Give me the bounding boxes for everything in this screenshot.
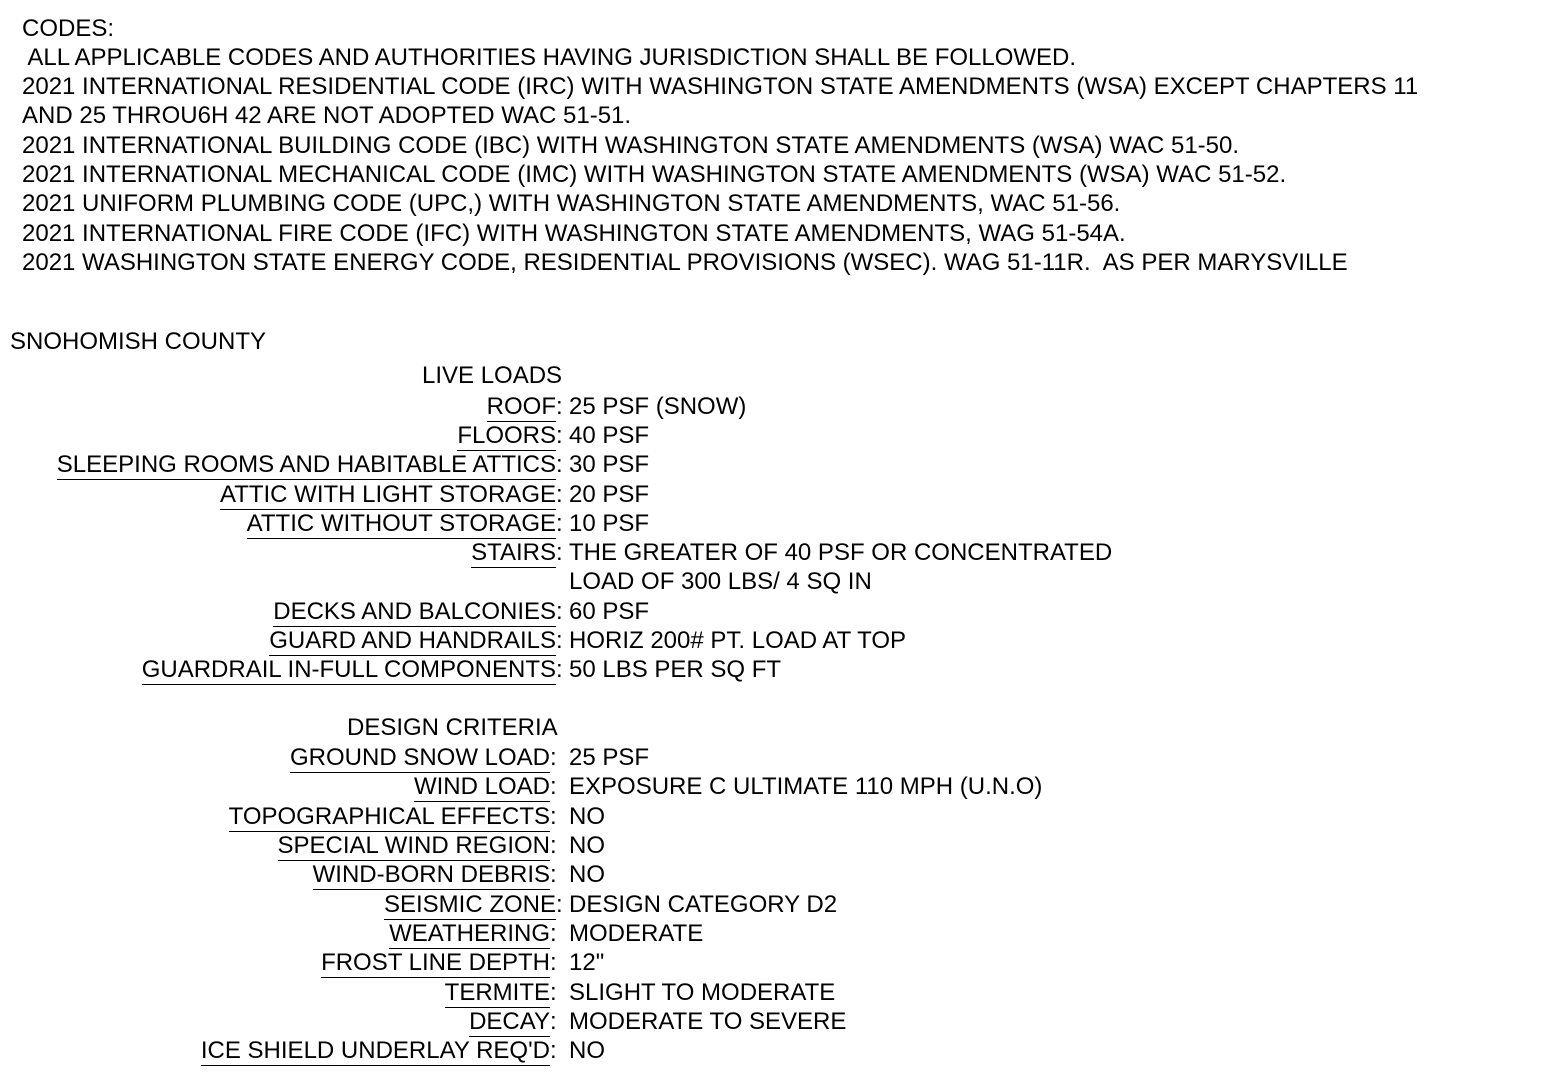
county-heading: SNOHOMISH COUNTY — [10, 328, 267, 355]
live-load-row: DECKS AND BALCONIES : 60 PSF — [273, 598, 650, 625]
design-criteria-value: NO — [569, 861, 605, 888]
design-criteria-row: WIND LOAD : EXPOSURE C ULTIMATE 110 MPH (U.N.O) — [413, 773, 1043, 800]
design-criteria-label: TERMITE — [444, 979, 550, 1006]
design-criteria-value: NO — [569, 803, 605, 830]
live-load-row: ROOF : 25 PSF (SNOW) — [486, 393, 747, 420]
live-load-value: 50 LBS PER SQ FT — [569, 656, 782, 683]
live-load-value: 10 PSF — [569, 510, 650, 537]
design-criteria-label: WIND LOAD — [413, 773, 550, 800]
live-load-row: GUARD AND HANDRAILS : HORIZ 200# PT. LOAD AT TOP — [269, 627, 907, 654]
code-line: ALL APPLICABLE CODES AND AUTHORITIES HAVING JURISDICTION SHALL BE FOLLOWED. — [22, 44, 1077, 71]
live-loads-title: LIVE LOADS — [422, 362, 563, 389]
design-criteria-label: WIND-BORN DEBRIS — [312, 861, 550, 888]
design-criteria-label: TOPOGRAPHICAL EFFECTS — [228, 803, 550, 830]
code-line: 2021 UNIFORM PLUMBING CODE (UPC,) WITH WASHINGTON STATE AMENDMENTS, WAC 51-56. — [22, 190, 1121, 217]
live-load-label: SLEEPING ROOMS AND HABITABLE ATTICS — [56, 451, 556, 478]
design-criteria-value: NO — [569, 832, 605, 859]
design-criteria-label: SPECIAL WIND REGION — [277, 832, 550, 859]
live-load-label: STAIRS — [471, 539, 556, 566]
design-criteria-label: WEATHERING — [389, 920, 550, 947]
design-criteria-row: SPECIAL WIND REGION : NO — [277, 832, 605, 859]
live-load-value-continued: LOAD OF 300 LBS/ 4 SQ IN — [569, 568, 872, 595]
live-load-value: HORIZ 200# PT. LOAD AT TOP — [569, 627, 907, 654]
live-load-row: SLEEPING ROOMS AND HABITABLE ATTICS : 30 PSF — [56, 451, 650, 478]
design-criteria-row: ICE SHIELD UNDERLAY REQ'D : NO — [200, 1037, 605, 1064]
codes-title: CODES: — [22, 15, 115, 42]
live-load-label: GUARDRAIL IN-FULL COMPONENTS — [141, 656, 556, 683]
design-criteria-title: DESIGN CRITERIA — [347, 714, 558, 741]
live-load-label: GUARD AND HANDRAILS — [269, 627, 556, 654]
design-criteria-row: DECAY : MODERATE TO SEVERE — [469, 1008, 847, 1035]
live-load-value: 60 PSF — [569, 598, 650, 625]
live-load-row: GUARDRAIL IN-FULL COMPONENTS : 50 LBS PER SQ FT — [141, 656, 782, 683]
design-criteria-row: TOPOGRAPHICAL EFFECTS : NO — [228, 803, 605, 830]
code-line: 2021 INTERNATIONAL FIRE CODE (IFC) WITH WASHINGTON STATE AMENDMENTS, WAG 51-54A. — [22, 220, 1126, 247]
design-criteria-label: GROUND SNOW LOAD — [289, 744, 550, 771]
live-load-row: ATTIC WITH LIGHT STORAGE : 20 PSF — [219, 481, 650, 508]
design-criteria-value: NO — [569, 1037, 605, 1064]
design-criteria-label: FROST LINE DEPTH — [321, 949, 550, 976]
design-criteria-row: WEATHERING : MODERATE — [389, 920, 704, 947]
live-load-row: FLOORS : 40 PSF — [457, 422, 650, 449]
design-criteria-label: DECAY — [469, 1008, 550, 1035]
live-load-label: ATTIC WITHOUT STORAGE — [246, 510, 556, 537]
code-line: 2021 INTERNATIONAL BUILDING CODE (IBC) WITH WASHINGTON STATE AMENDMENTS (WSA) WAC 51-50. — [22, 132, 1240, 159]
design-criteria-value: EXPOSURE C ULTIMATE 110 MPH (U.N.O) — [569, 773, 1043, 800]
design-criteria-row: WIND-BORN DEBRIS : NO — [312, 861, 605, 888]
live-load-value: 25 PSF (SNOW) — [569, 393, 747, 420]
code-line: 2021 WASHINGTON STATE ENERGY CODE, RESIDENTIAL PROVISIONS (WSEC). WAG 51-11R. AS PER MARYSVILLE — [22, 249, 1348, 276]
live-load-value: 40 PSF — [569, 422, 650, 449]
live-load-row: ATTIC WITHOUT STORAGE : 10 PSF — [246, 510, 650, 537]
design-criteria-row: SEISMIC ZONE : DESIGN CATEGORY D2 — [383, 891, 838, 918]
code-line: 2021 INTERNATIONAL RESIDENTIAL CODE (IRC) WITH WASHINGTON STATE AMENDMENTS (WSA) EXCEPT CHAPTERS 11 — [22, 73, 1419, 100]
live-load-label: ATTIC WITH LIGHT STORAGE — [219, 481, 556, 508]
live-load-value: THE GREATER OF 40 PSF OR CONCENTRATED — [569, 539, 1113, 566]
code-line: AND 25 THROU6H 42 ARE NOT ADOPTED WAC 51-51. — [22, 102, 632, 129]
live-load-label: DECKS AND BALCONIES — [273, 598, 556, 625]
live-load-label: FLOORS — [457, 422, 556, 449]
design-criteria-value: SLIGHT TO MODERATE — [569, 979, 836, 1006]
live-load-value: 30 PSF — [569, 451, 650, 478]
design-criteria-label: SEISMIC ZONE — [383, 891, 556, 918]
design-criteria-value: 25 PSF — [569, 744, 650, 771]
design-criteria-row: TERMITE : SLIGHT TO MODERATE — [444, 979, 836, 1006]
design-criteria-value: MODERATE TO SEVERE — [569, 1008, 847, 1035]
design-criteria-row: GROUND SNOW LOAD : 25 PSF — [289, 744, 650, 771]
design-criteria-value: MODERATE — [569, 920, 704, 947]
live-load-row: STAIRS : THE GREATER OF 40 PSF OR CONCENTRATED LOAD OF 300 LBS/ 4 SQ IN — [471, 539, 1113, 595]
design-criteria-row: FROST LINE DEPTH : 12" — [321, 949, 605, 976]
design-criteria-label: ICE SHIELD UNDERLAY REQ'D — [200, 1037, 550, 1064]
live-load-value: 20 PSF — [569, 481, 650, 508]
design-criteria-value: 12" — [569, 949, 605, 976]
code-line: 2021 INTERNATIONAL MECHANICAL CODE (IMC) WITH WASHINGTON STATE AMENDMENTS (WSA) WAC 51-52. — [22, 161, 1287, 188]
design-criteria-value: DESIGN CATEGORY D2 — [569, 891, 838, 918]
live-load-label: ROOF — [486, 393, 556, 420]
